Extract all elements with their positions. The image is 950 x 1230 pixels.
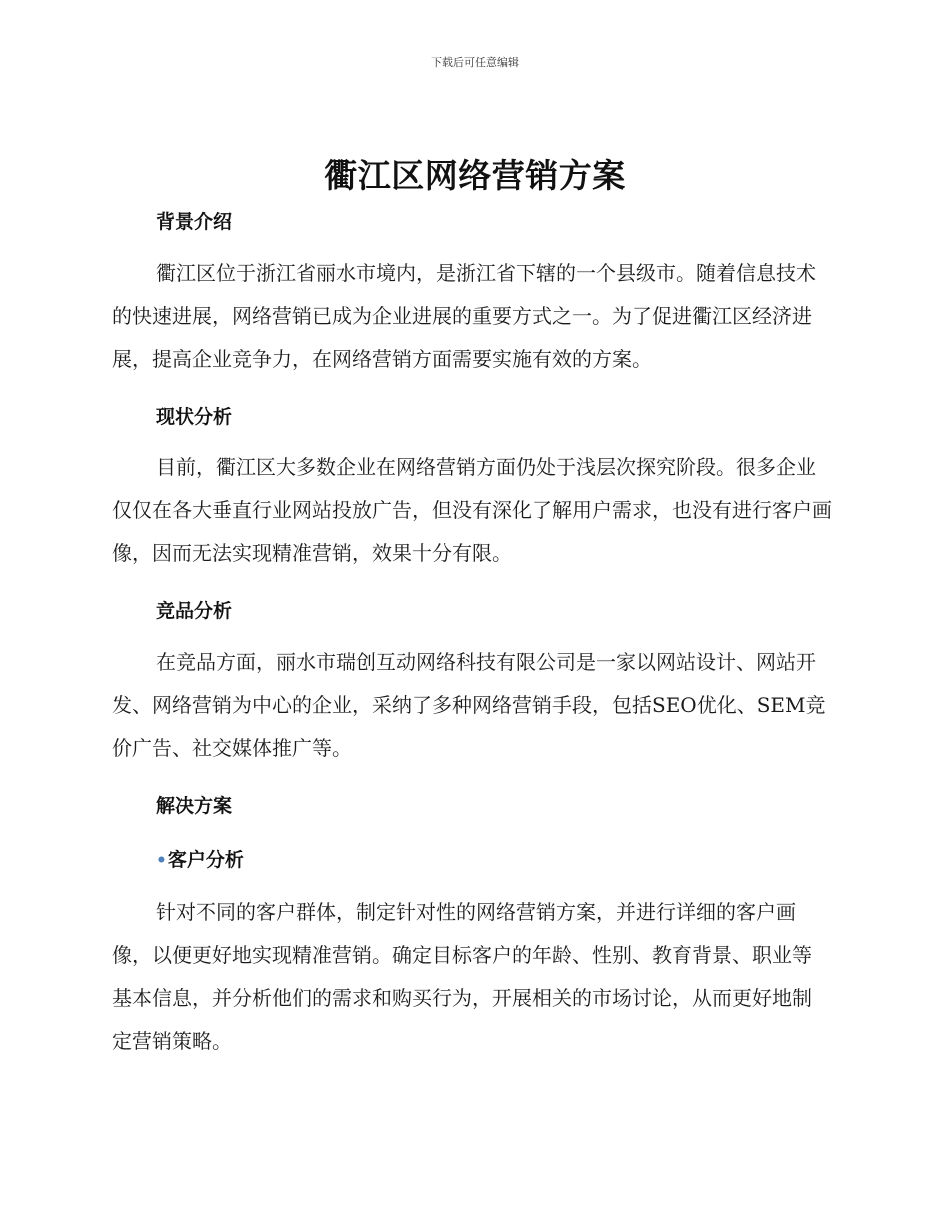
section-heading-solution: 解决方案 — [156, 795, 233, 817]
section-heading-background: 背景介绍 — [156, 211, 233, 233]
section-heading-status: 现状分析 — [156, 406, 233, 428]
bullet-icon: • — [156, 851, 167, 871]
paragraph-status: 目前，衢江区大多数企业在网络营销方面仍处于浅层次探究阶段。很多企业仅仅在各大垂直行业网站投放广告，但没有深化了解用户需求，也没有进行客户画像，因而无法实现精准营销，效果十分有限。 — [112, 455, 832, 565]
paragraph-customer-analysis: 针对不同的客户群体，制定针对性的网络营销方案，并进行详细的客户画像，以便更好地实现精准营销。确定目标客户的年龄、性别、教育背景、职业等基本信息，并分析他们的需求和购买行为，开展相关的市场讨论，从而更好地制定营销策略。 — [112, 900, 812, 1053]
section-heading-competitors: 竞品分析 — [156, 600, 233, 622]
document-title: 衢江区网络营销方案 — [324, 156, 626, 195]
header-note: 下载后可任意编辑 — [431, 56, 519, 69]
subsection-heading-customer-analysis — [156, 845, 244, 872]
paragraph-competitors: 在竞品方面，丽水市瑞创互动网络科技有限公司是一家以网站设计、网站开发、网络营销为中心的企业，采纳了多种网络营销手段，包括SEO优化、SEM竞价广告、社交媒体推广等。 — [112, 650, 826, 760]
paragraph-background: 衢江区位于浙江省丽水市境内，是浙江省下辖的一个县级市。随着信息技术的快速进展，网络营销已成为企业进展的重要方式之一。为了促进衢江区经济进展，提高企业竞争力，在网络营销方面需要实施有效的方案。 — [112, 261, 816, 371]
subsection-heading-label: 客户分析 — [167, 849, 244, 871]
